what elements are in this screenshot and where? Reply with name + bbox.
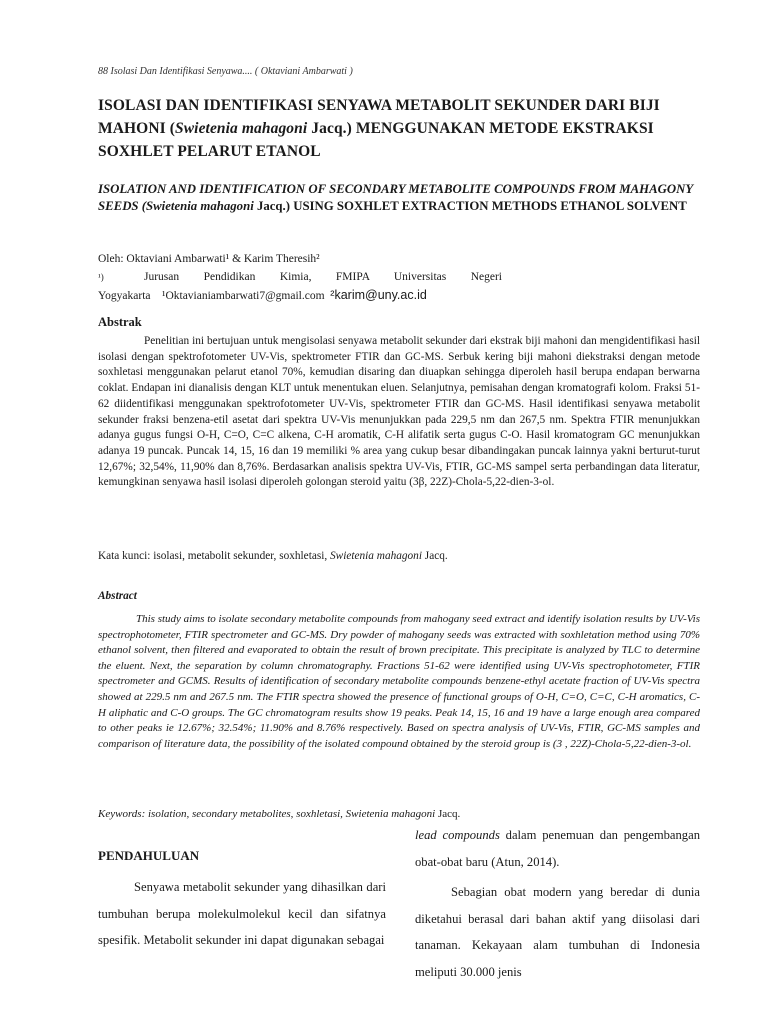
intro-paragraph-right-2: Sebagian obat modern yang beredar di dunia diketahui berasal dari bahan aktif yang diisolasi dari tanaman. Kekayaan alam tumbuhan di Indonesia meliputi 30.000 jenis [415, 885, 700, 979]
intro-paragraph-right-1 [415, 822, 700, 875]
kata-kunci-species: Swietenia mahagoni [330, 550, 422, 562]
kata-kunci [98, 550, 700, 562]
abstrak-heading: Abstrak [98, 315, 142, 329]
abstract-heading: Abstract [98, 590, 137, 602]
email-author-1[interactable]: ¹Oktavianiambarwati7@gmail.com [162, 290, 325, 302]
keywords [98, 808, 700, 820]
title-id-part1: ISOLASI DAN IDENTIFIKASI SENYAWA METABOLIT SEKUNDER DARI BIJI MAHONI ( [98, 97, 660, 137]
kata-kunci-suffix: Jacq. [421, 550, 448, 562]
title-id-species: Swietenia mahagoni [175, 120, 308, 137]
section-heading-pendahuluan: PENDAHULUAN [98, 848, 200, 863]
kata-kunci-prefix: Kata kunci: isolasi, metabolit sekunder, soxhletasi, [98, 550, 331, 562]
intro-right-1-rest: dalam penemuan dan pengembangan obat-obat baru (Atun, 2014). [415, 828, 700, 869]
affiliation-text: Jurusan Pendidikan Kimia, FMIPA Universitas Negeri [144, 271, 502, 283]
title-id-part2: Jacq.) MENGGUNAKAN METODE EKSTRAKSI SOXHLET PELARUT ETANOL [98, 120, 654, 160]
column-left [98, 846, 386, 954]
intro-paragraph-left: Senyawa metabolit sekunder yang dihasilkan dari tumbuhan berupa molekulmolekul kecil dan sifatnya spesifik. Metabolit sekunder ini dapat digunakan sebagai [98, 880, 386, 947]
author-names: Oleh: Oktaviani Ambarwati¹ & Karim Theresih² [98, 253, 320, 265]
affiliation-line [98, 268, 700, 286]
email-author-2[interactable]: ²karim@uny.ac.id [330, 288, 427, 302]
title-indonesian [98, 94, 700, 163]
abstract-paragraph: This study aims to isolate secondary metabolite compounds from mahogany seed extract and identify isolation results by UV-Vis spectrophotometer, FTIR spectrometer and GC-MS. Dry powder of mahogany seeds was extracted with soxhletation method using 70% ethanol solvent, then filtered and evaporated to obtain the result of brown precipitate. This precipitate is analyzed by TLC to determine the eluent. Next, the separation by column chromatography. Fractions 51-62 were identified using UV-Vis spectrophotometer, FTIR spectrometer and GCMS. Results of identification of secondary metabolite compounds benzene-ethyl acetate fraction of UV-Vis spectra showed at 229.5 nm and 267.5 nm. The FTIR spectra showed the presence of functional groups of O-H, C=O, C=C, C-H aromatics, C-H aliphatic and C-O groups. The GC chromatogram results show 19 peaks. Peak 14, 15, 16 and 19 have a large enough area compared to other peaks ie 12.67%; 32.54%; 11.90% and 8.76% respectively. Based on spectra analysis of UV-Vis, FTIR, GC-MS samples and comparison of literature data, the possibility of the isolated compound obtained by the steroid group is (3 , 22Z)-Chola-5,22-dien-3-ol. [98, 613, 700, 750]
title-en-species: Swietenia mahagoni [146, 199, 254, 213]
column-right [415, 822, 700, 985]
running-head: 88 Isolasi Dan Identifikasi Senyawa.... ( Oktaviani Ambarwati ) [98, 66, 353, 77]
location-email-line [98, 286, 700, 305]
lead-compounds-term: lead compounds [415, 828, 500, 842]
author-block [98, 250, 700, 305]
title-en-part1: ISOLATION AND IDENTIFICATION OF SECONDARY METABOLITE COMPOUNDS FROM MAHAGONY SEEDS ( [98, 182, 693, 213]
keywords-suffix: Jacq. [435, 808, 461, 820]
abstract-body [98, 612, 700, 752]
keywords-prefix: Keywords: isolation, secondary metabolites, soxhletasi, Swietenia mahagoni [98, 808, 436, 820]
affiliation-marker: ¹) [98, 272, 104, 282]
title-en-part2: Jacq.) USING SOXHLET EXTRACTION METHODS ETHANOL SOLVENT [253, 199, 687, 213]
author-city: Yogyakarta [98, 290, 151, 302]
abstrak-paragraph: Penelitian ini bertujuan untuk mengisolasi senyawa metabolit sekunder dari ekstrak biji mahoni dan mengidentifikasi hasil isolasi dengan spektrofotometer UV-Vis, spektrometer FTIR dan GC-MS. Serbuk kering biji mahoni diekstraksi dengan metode soxhletasi menggunakan pelarut etanol 70%, kemudian disaring dan diuapkan sehingga diperoleh hasil berupa endapan berwarna coklat. Endapan ini dianalisis dengan KLT untuk menentukan eluen. Selanjutnya, pemisahan dengan kromatografi kolom. Fraksi 51-62 diidentifikasi menggunakan spektrofotometer UV-Vis, spektrometer FTIR dan GC-MS. Hasil identifikasi senyawa metabolit sekunder fraksi benzena-etil asetat dari spektra UV-Vis menunjukkan pada 229,5 nm dan 267,5 nm. Spektra FTIR menunjukkan adanya gugus fungsi O-H, C=O, C=C alkena, C-H aromatik, C-H alifatik serta gugus C-O. Hasil kromatogram GC menunjukkan adanya 19 puncak. Puncak 14, 15, 16 dan 19 memiliki % area yang cukup besar dibandingakan puncak lainnya yakni berturut-turut 12,67%; 32,54%, 11,90% dan 8,76%. Berdasarkan analisis spektra UV-Vis, FTIR, GC-MS sampel serta perbandingan data literatur, kemungkinan senyawa hasil isolasi diperoleh golongan steroid yaitu (3β, 22Z)-Chola-5,22-dien-3-ol. [98, 335, 700, 489]
abstrak-body [98, 334, 700, 491]
title-english [98, 181, 700, 215]
